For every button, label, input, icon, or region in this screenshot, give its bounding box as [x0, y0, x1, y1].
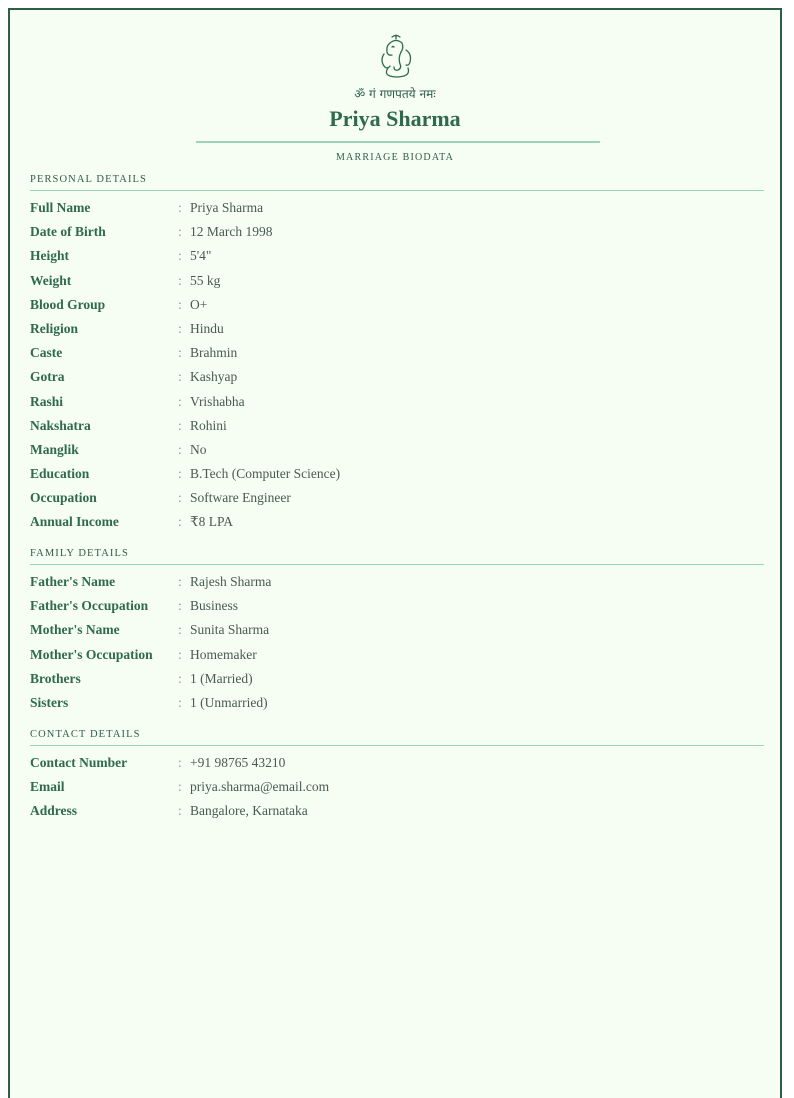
colon-separator: : [178, 272, 182, 288]
colon-separator: : [178, 296, 182, 312]
colon-separator: : [178, 200, 182, 215]
colon-separator: : [178, 369, 182, 385]
field-value: 5'4" [190, 248, 212, 264]
field-value: Hindu [190, 320, 224, 336]
colon-separator: : [178, 779, 182, 795]
ganesha-icon [376, 32, 416, 80]
field-value: Business [190, 598, 239, 614]
title-divider [196, 141, 600, 143]
detail-row [30, 200, 764, 224]
document-subtitle: MARRIAGE BIODATA [335, 152, 455, 163]
field-value: ₹8 LPA [190, 514, 233, 530]
field-value: priya.sharma@email.com [190, 779, 330, 795]
detail-row [30, 442, 764, 466]
detail-row [30, 418, 764, 442]
detail-row [30, 369, 764, 393]
field-label: Rashi [30, 393, 64, 409]
detail-row [30, 598, 764, 622]
field-label: Full Name [30, 200, 91, 215]
field-label: Caste [30, 345, 63, 361]
field-value: Vrishabha [190, 393, 245, 409]
field-label: Education [30, 466, 90, 482]
field-label: Brothers [30, 670, 81, 686]
field-value: Bangalore, Karnataka [190, 803, 308, 819]
colon-separator: : [178, 622, 182, 638]
field-label: Height [30, 248, 69, 264]
field-value: Brahmin [190, 345, 238, 361]
field-label: Address [30, 803, 78, 819]
colon-separator: : [178, 646, 182, 662]
section-title: CONTACT DETAILS [30, 729, 764, 746]
detail-row [30, 779, 764, 803]
colon-separator: : [178, 466, 182, 482]
section-personal-details [30, 174, 764, 539]
detail-row [30, 574, 764, 598]
colon-separator: : [178, 417, 182, 433]
field-value: Kashyap [190, 369, 238, 385]
colon-separator: : [178, 345, 182, 361]
detail-row [30, 755, 764, 779]
field-value: 55 kg [190, 272, 221, 288]
detail-row [30, 695, 764, 719]
field-label: Manglik [30, 441, 79, 457]
colon-separator: : [178, 694, 182, 710]
field-value: Homemaker [190, 646, 257, 662]
field-value: B.Tech (Computer Science) [190, 466, 341, 482]
detail-row [30, 647, 764, 671]
detail-row [30, 803, 764, 827]
field-label: Annual Income [30, 514, 119, 530]
colon-separator: : [178, 320, 182, 336]
section-title: FAMILY DETAILS [30, 548, 764, 565]
field-value: Rajesh Sharma [190, 574, 272, 589]
colon-separator: : [178, 514, 182, 530]
field-label: Sisters [30, 694, 69, 710]
detail-row [30, 514, 764, 538]
colon-separator: : [178, 574, 182, 589]
mantra-text: ॐ गं गणपतये नमः [354, 87, 436, 101]
field-label: Father's Occupation [30, 598, 149, 614]
field-label: Nakshatra [30, 417, 91, 433]
field-label: Religion [30, 320, 79, 336]
colon-separator: : [178, 598, 182, 614]
page-title: Priya Sharma [329, 106, 461, 131]
colon-separator: : [178, 393, 182, 409]
field-value: +91 98765 43210 [190, 755, 286, 770]
colon-separator: : [178, 755, 182, 770]
detail-row [30, 394, 764, 418]
field-value: Software Engineer [190, 490, 291, 506]
field-label: Date of Birth [30, 224, 106, 240]
field-value: Sunita Sharma [190, 622, 270, 638]
field-label: Blood Group [30, 296, 106, 312]
colon-separator: : [178, 441, 182, 457]
field-value: Rohini [190, 417, 227, 433]
biodata-page [8, 8, 782, 1098]
colon-separator: : [178, 248, 182, 264]
field-label: Mother's Occupation [30, 646, 153, 662]
field-value: No [190, 441, 207, 457]
field-label: Email [30, 779, 65, 795]
detail-row [30, 622, 764, 646]
field-label: Mother's Name [30, 622, 120, 638]
detail-row [30, 345, 764, 369]
field-label: Father's Name [30, 574, 116, 589]
detail-row [30, 321, 764, 345]
colon-separator: : [178, 670, 182, 686]
field-value: 1 (Unmarried) [190, 694, 268, 710]
detail-row [30, 297, 764, 321]
section-title: PERSONAL DETAILS [30, 174, 764, 191]
detail-row [30, 248, 764, 272]
field-value: O+ [190, 296, 208, 312]
field-value: Priya Sharma [190, 200, 264, 215]
field-label: Weight [30, 272, 72, 288]
detail-row [30, 671, 764, 695]
colon-separator: : [178, 224, 182, 240]
field-label: Gotra [30, 369, 65, 385]
field-label: Occupation [30, 490, 97, 506]
colon-separator: : [178, 490, 182, 506]
detail-row [30, 224, 764, 248]
field-value: 1 (Married) [190, 670, 253, 686]
field-label: Contact Number [30, 755, 128, 770]
section-family-details [30, 548, 764, 719]
colon-separator: : [178, 803, 182, 819]
field-value: 12 March 1998 [190, 224, 273, 240]
detail-row [30, 466, 764, 490]
section-contact-details [30, 729, 764, 828]
detail-row [30, 273, 764, 297]
detail-row [30, 490, 764, 514]
